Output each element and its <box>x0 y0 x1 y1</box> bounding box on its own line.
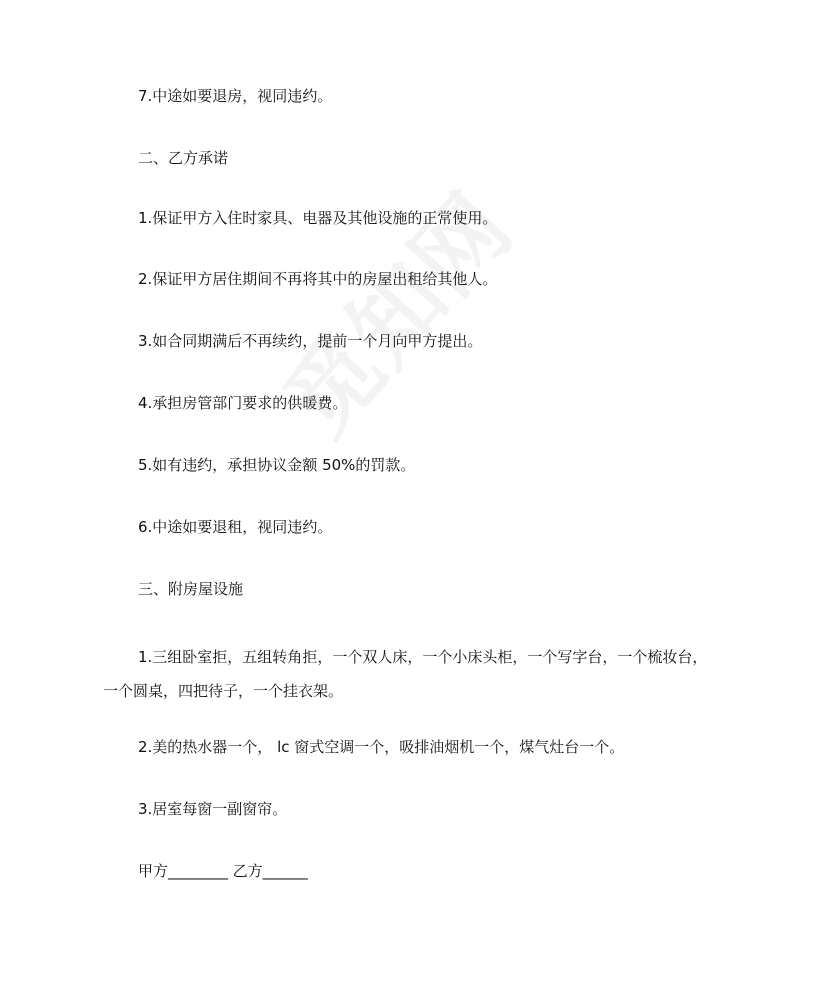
paragraph-3-renewal: 3.如合同期满后不再续约，提前一个月向甲方提出。 <box>138 332 483 350</box>
paragraph-2-no-sublet: 2.保证甲方居住期间不再将其中的房屋出租给其他人。 <box>138 270 498 288</box>
paragraph-1-facilities: 1.保证甲方入住时家具、电器及其他设施的正常使用。 <box>138 209 498 227</box>
paragraph-7-refund-clause: 7.中途如要退房，视同违约。 <box>138 87 333 105</box>
paragraph-6-early-termination: 6.中途如要退租，视同违约。 <box>138 518 333 536</box>
signature-line: 甲方________ 乙方______ <box>138 862 308 880</box>
section-heading-facilities: 三、附房屋设施 <box>138 580 244 598</box>
paragraph-1-furniture-continued: 一个圆桌，四把待子，一个挂衣架。 <box>103 682 344 700</box>
paragraph-5-penalty: 5.如有违约，承担协议金额 50%的罚款。 <box>138 456 416 474</box>
paragraph-4-heating: 4.承担房管部门要求的供暖费。 <box>138 394 348 412</box>
paragraph-3-curtains: 3.居室每窗一副窗帘。 <box>138 800 288 818</box>
section-heading-party-b: 二、乙方承诺 <box>138 149 229 167</box>
paragraph-2-appliances: 2.美的热水器一个， lc 窗式空调一个，吸排油烟机一个，煤气灶台一个。 <box>138 738 625 756</box>
paragraph-1-furniture: 1.三组卧室拒，五组转角拒，一个双人床，一个小床头柜，一个写字台，一个梳妆台， <box>138 648 708 666</box>
